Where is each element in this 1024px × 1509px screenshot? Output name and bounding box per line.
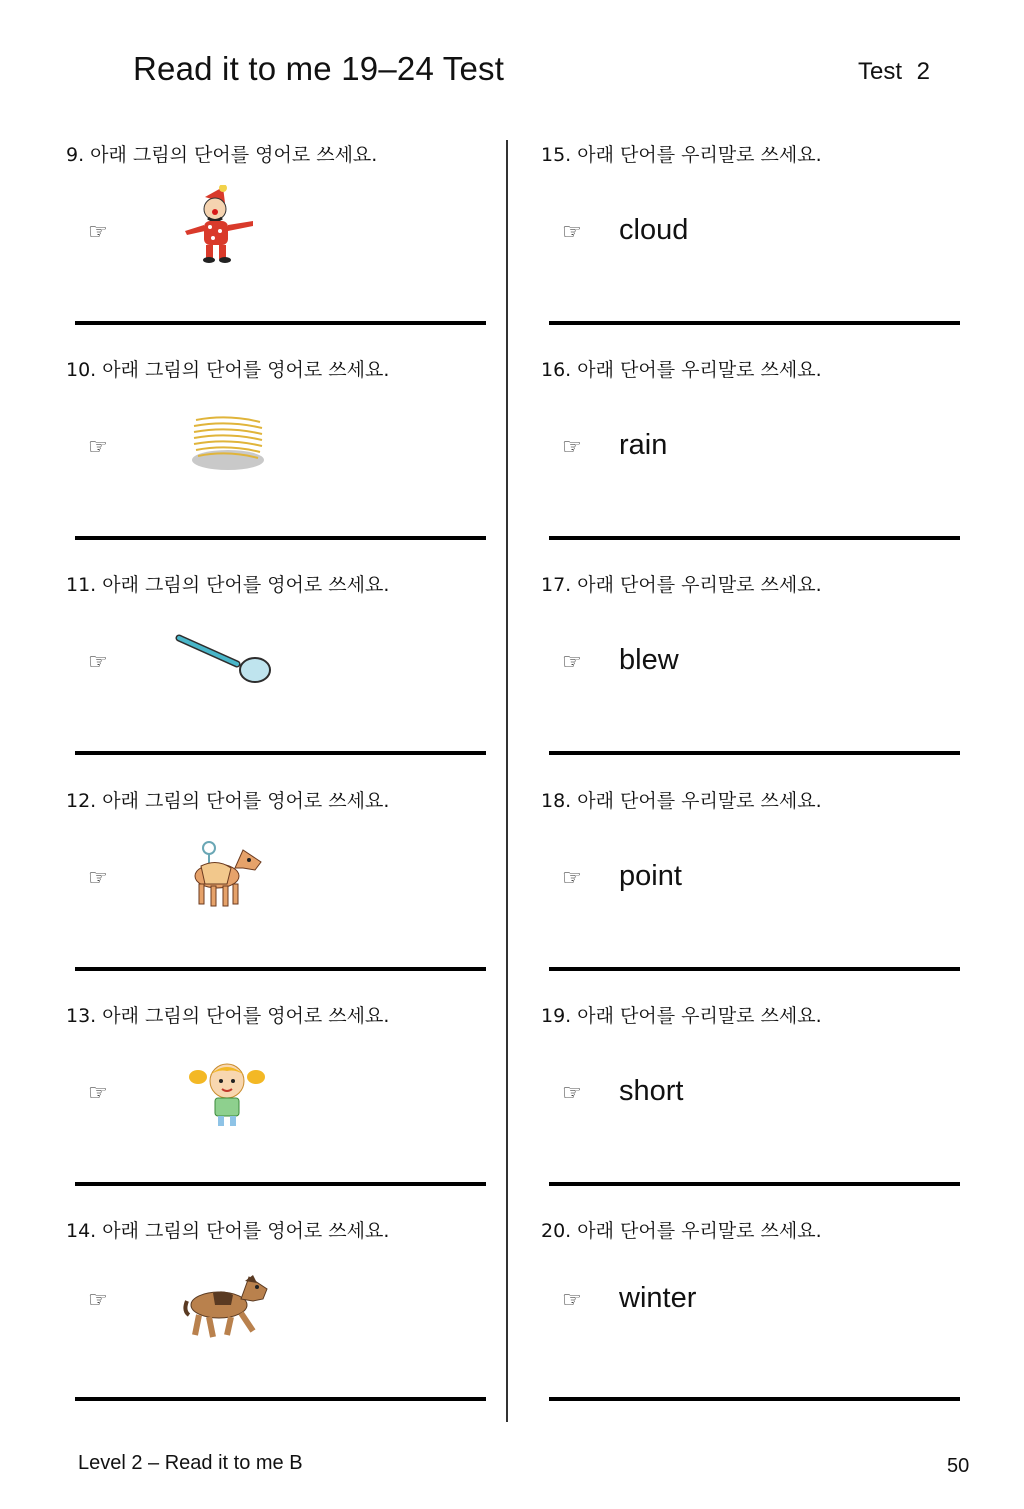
footer-level-label: Level 2 – Read it to me B [78,1452,303,1474]
answer-line[interactable] [75,751,486,755]
page-number: 50 [947,1455,970,1477]
toy-horse-icon [183,838,268,910]
question-9 [0,140,500,355]
pointing-hand-icon: ☞ [88,1288,108,1313]
question-14 [0,1216,500,1431]
question-label: 10. 아래 그림의 단어를 영어로 쓰세요. [66,359,390,381]
question-label: 19. 아래 단어를 우리말로 쓰세요. [541,1005,822,1027]
pointing-hand-icon: ☞ [562,866,582,891]
answer-line[interactable] [549,967,960,971]
vocab-word: cloud [619,214,689,246]
page-title: Read it to me 19–24 Test [133,50,505,87]
pointing-hand-icon: ☞ [562,1081,582,1106]
question-label: 12. 아래 그림의 단어를 영어로 쓰세요. [66,790,390,812]
question-15 [500,140,1000,355]
answer-line[interactable] [549,321,960,325]
vocab-word: short [619,1075,684,1107]
question-18 [500,786,1000,1001]
answer-line[interactable] [75,967,486,971]
question-19 [500,1001,1000,1216]
answer-line[interactable] [549,1182,960,1186]
question-label: 13. 아래 그림의 단어를 영어로 쓰세요. [66,1005,390,1027]
answer-line[interactable] [75,321,486,325]
pointing-hand-icon: ☞ [562,220,582,245]
spoon-icon [175,630,275,690]
test-number-label: Test 2 [858,58,931,85]
question-label: 11. 아래 그림의 단어를 영어로 쓰세요. [66,574,390,596]
question-label: 20. 아래 단어를 우리말로 쓰세요. [541,1220,822,1242]
pointing-hand-icon: ☞ [88,435,108,460]
girl-icon [188,1059,268,1129]
pointing-hand-icon: ☞ [562,1288,582,1313]
question-11 [0,570,500,785]
noodles-icon [188,410,268,475]
question-label: 16. 아래 단어를 우리말로 쓰세요. [541,359,822,381]
horse-icon [183,1271,273,1341]
vocab-word: point [619,860,682,892]
question-13 [0,1001,500,1216]
answer-line[interactable] [549,751,960,755]
question-10 [0,355,500,570]
clown-icon [175,185,265,265]
answer-line[interactable] [549,1397,960,1401]
question-label: 14. 아래 그림의 단어를 영어로 쓰세요. [66,1220,390,1242]
vocab-word: blew [619,644,679,676]
question-16 [500,355,1000,570]
answer-line[interactable] [75,1182,486,1186]
question-label: 17. 아래 단어를 우리말로 쓰세요. [541,574,822,596]
pointing-hand-icon: ☞ [562,650,582,675]
question-label: 18. 아래 단어를 우리말로 쓰세요. [541,790,822,812]
vocab-word: winter [619,1282,697,1314]
pointing-hand-icon: ☞ [88,220,108,245]
answer-line[interactable] [549,536,960,540]
pointing-hand-icon: ☞ [88,1081,108,1106]
answer-line[interactable] [75,536,486,540]
pointing-hand-icon: ☞ [88,650,108,675]
question-20 [500,1216,1000,1431]
question-17 [500,570,1000,785]
pointing-hand-icon: ☞ [562,435,582,460]
question-label: 9. 아래 그림의 단어를 영어로 쓰세요. [66,144,378,166]
question-12 [0,786,500,1001]
pointing-hand-icon: ☞ [88,866,108,891]
answer-line[interactable] [75,1397,486,1401]
question-label: 15. 아래 단어를 우리말로 쓰세요. [541,144,822,166]
vocab-word: rain [619,429,668,461]
